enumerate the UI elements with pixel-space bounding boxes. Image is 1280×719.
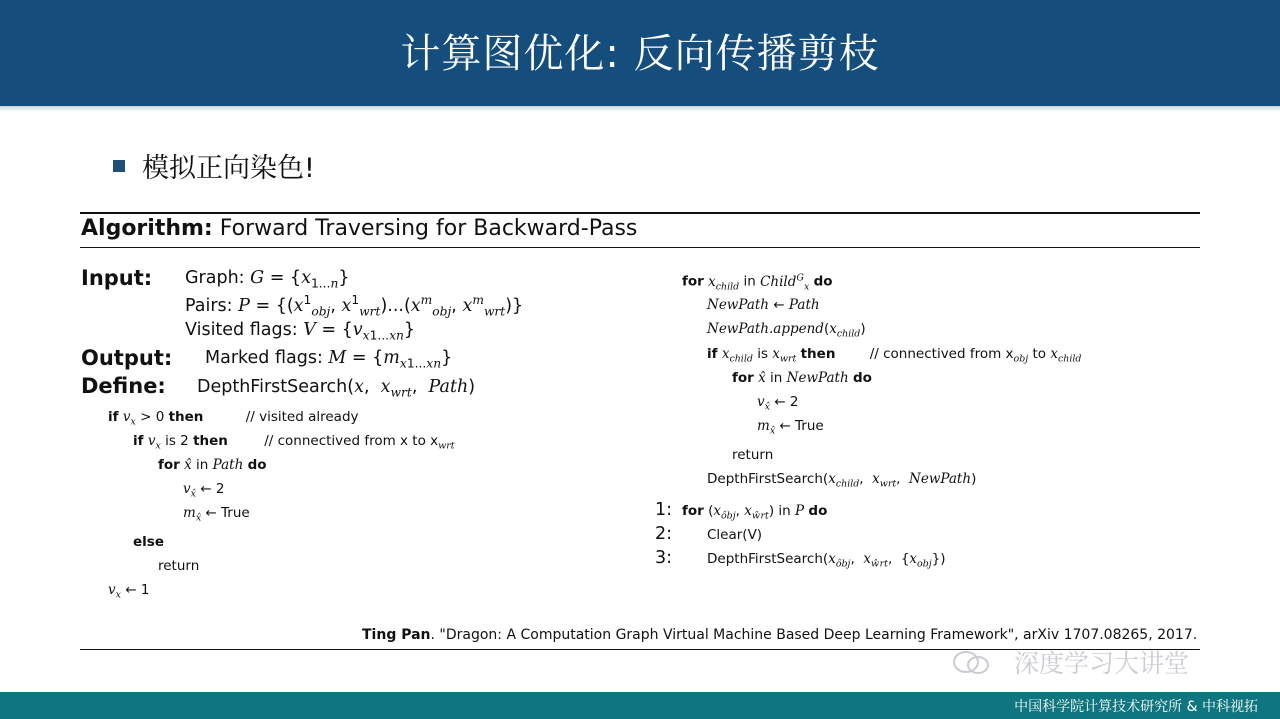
output-label: Output: bbox=[81, 346, 173, 370]
visited-prefix: Visited flags: bbox=[185, 320, 298, 340]
code-line-clear: Clear(V) bbox=[707, 527, 763, 543]
code-line-v-assign-right: $v_{x̂}$ ← 2 bbox=[757, 394, 799, 413]
pairs-line: Pairs: $P = \{(x^1_{obj}$, $x^1_{wrt})...(x^m_{obj}$, $x^m_{wrt}$)} bbox=[185, 293, 524, 319]
bullet-square-icon bbox=[113, 160, 125, 172]
visited-line: Visited flags: $V = \{v_{x1...xn}\}$ bbox=[185, 320, 416, 343]
algorithm-keyword: Algorithm: bbox=[81, 216, 213, 241]
pairs-prefix: Pairs: bbox=[185, 295, 233, 316]
marked-line: Marked flags: $M = \{m_{x1...xn}\}$ bbox=[205, 348, 453, 371]
code-line-v-assign: $v_{x̂}$ ← 2 bbox=[183, 481, 225, 500]
line-num-3: 3: bbox=[655, 548, 673, 568]
algorithm-mid-rule bbox=[80, 247, 1200, 248]
code-line-dfs-call: $DepthFirstSearch(x_{child}$, $x_{wrt}$, NewPath) bbox=[707, 471, 977, 490]
code-line-main-for: for ($x_{ôbj}$, $x_{ŵrt}$) in P do bbox=[682, 503, 828, 522]
line-num-1: 1: bbox=[655, 500, 673, 520]
code-line-m-assign: $m_{x̂}$ ← True bbox=[183, 505, 250, 524]
bullet-text: 模拟正向染色! bbox=[142, 153, 315, 184]
code-line-m-assign-right: $m_{x̂}$ ← True bbox=[757, 418, 824, 437]
code-line-for-path: for x̂ in Path do bbox=[158, 457, 267, 473]
code-line-for-newpath: for x̂ in NewPath do bbox=[732, 370, 872, 386]
watermark-text: 深度学习大讲堂 bbox=[1014, 649, 1190, 678]
code-line-if-two: if $v_x$ is 2 then // connectived from x to $x_{wrt}$ bbox=[133, 433, 455, 452]
graph-line: Graph: $G = \{x_{1...n}\}$ bbox=[185, 268, 350, 291]
input-label: Input: bbox=[81, 266, 153, 290]
header-shadow bbox=[0, 106, 1280, 112]
line-num-2: 2: bbox=[655, 524, 673, 544]
code-line-if-visited: if $v_x > 0$ then // visited already bbox=[108, 409, 359, 428]
code-line-return: return bbox=[158, 558, 200, 574]
algorithm-top-rule bbox=[80, 212, 1200, 214]
code-line-return-right: return bbox=[732, 447, 774, 463]
code-line-main-dfs: $DepthFirstSearch(x_{ôbj}$, $x_{ŵrt}$, $\{x_{obj}\}$) bbox=[707, 551, 946, 570]
code-line-else: else bbox=[133, 534, 164, 550]
footer-text: 中国科学院计算技术研究所 & 中科视拓 bbox=[1014, 699, 1258, 715]
code-line-if-child: if $x_{child}$ is $x_{wrt}$ then // connectived from $x_{obj}$ to $x_{child}$ bbox=[707, 346, 1082, 365]
define-signature: DepthFirstSearch(x, $x_{wrt}$, Path) bbox=[197, 377, 476, 400]
marked-prefix: Marked flags: bbox=[205, 348, 323, 368]
reference-author: Ting Pan bbox=[362, 627, 431, 643]
code-line-append: $NewPath.append(x_{child})$ bbox=[707, 321, 866, 340]
code-line-newpath: NewPath ← Path bbox=[707, 297, 820, 313]
algorithm-heading bbox=[81, 216, 637, 241]
reference-citation bbox=[362, 627, 1197, 643]
footer-bar bbox=[0, 692, 1280, 719]
wechat-watermark-icon bbox=[952, 647, 1012, 677]
graph-prefix: Graph: bbox=[185, 268, 245, 288]
reference-text: . "Dragon: A Computation Graph Virtual Machine Based Deep Learning Framework", arXiv 1707.08265, 2017. bbox=[430, 627, 1198, 643]
algorithm-title: Forward Traversing for Backward-Pass bbox=[219, 216, 638, 241]
code-line-for-child: for $x_{child}$ in Child$^G_x$ do bbox=[682, 272, 833, 293]
slide-title: 计算图优化: 反向传播剪枝 bbox=[400, 31, 880, 77]
code-line-vx-assign: $v_x$ ← 1 bbox=[108, 582, 150, 601]
define-label: Define: bbox=[81, 374, 166, 398]
header-bar bbox=[0, 0, 1280, 106]
